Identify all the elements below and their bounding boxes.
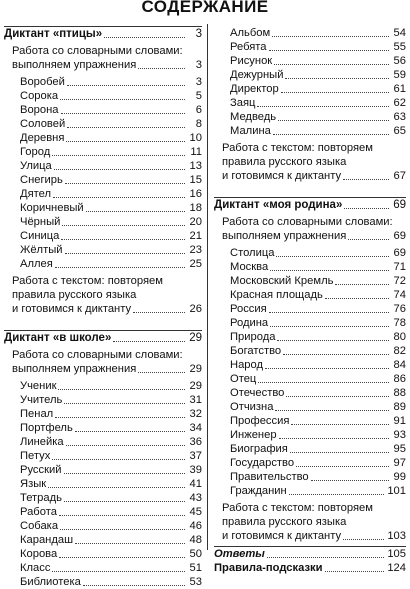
toc-word-page: 61: [393, 83, 406, 95]
toc-word-label: Профессия: [230, 415, 290, 427]
toc-word-entry[interactable]: [4, 131, 202, 145]
toc-entry-work[interactable]: выполняем упражнения 3: [12, 59, 202, 71]
toc-word-label: Корова: [20, 548, 58, 560]
toc-word-page: 34: [189, 422, 202, 434]
toc-word-label: Малина: [230, 125, 271, 137]
toc-word-page: 8: [195, 118, 202, 130]
toc-word-entry[interactable]: [4, 533, 202, 547]
toc-word-entry[interactable]: [4, 463, 202, 477]
toc-word-page: 101: [387, 485, 406, 497]
toc-word-entry[interactable]: [4, 243, 202, 257]
toc-word-page: 97: [393, 457, 406, 469]
toc-word-entry[interactable]: [4, 561, 202, 575]
toc-word-page: 54: [393, 27, 406, 39]
toc-word-label: Директор: [230, 83, 279, 95]
toc-entry-text-line2: правила русского языка: [222, 516, 347, 528]
toc-entry-work[interactable]: выполняем упражнения 69: [222, 230, 406, 242]
toc-word-label: Россия: [230, 303, 267, 315]
toc-word-label: Ученик: [20, 380, 57, 392]
toc-word-label: Заяц: [230, 97, 256, 109]
toc-word-page: 37: [189, 450, 202, 462]
toc-word-page: 89: [393, 401, 406, 413]
toc-word-label: Отец: [230, 373, 257, 385]
toc-word-page: 6: [195, 104, 202, 116]
toc-word-entry[interactable]: [214, 246, 406, 260]
toc-word-label: Биография: [230, 443, 288, 455]
toc-word-label: Язык: [20, 478, 47, 490]
toc-word-page: 50: [189, 548, 202, 560]
toc-word-entry[interactable]: [4, 201, 202, 215]
toc-word-label: Класс: [20, 562, 51, 574]
toc-word-label: Красная площадь: [230, 289, 323, 301]
toc-left-column: [4, 26, 202, 588]
toc-word-label: Библиотека: [20, 576, 81, 588]
toc-word-entry[interactable]: [214, 110, 406, 124]
toc-word-label: Отчизна: [230, 401, 274, 413]
toc-word-entry[interactable]: [4, 257, 202, 271]
toc-word-label: Альбом: [230, 27, 271, 39]
toc-word-entry[interactable]: [214, 82, 406, 96]
toc-word-page: 78: [393, 317, 406, 329]
toc-word-page: 59: [393, 69, 406, 81]
toc-word-entry[interactable]: [214, 456, 406, 470]
toc-word-entry[interactable]: [4, 75, 202, 89]
toc-word-label: Сорока: [20, 90, 59, 102]
toc-word-page: 56: [393, 55, 406, 67]
toc-word-entry[interactable]: [214, 316, 406, 330]
toc-word-page: 18: [189, 202, 202, 214]
toc-entry-text-line1: Работа с текстом: повторяем: [12, 275, 163, 287]
toc-word-entry[interactable]: [214, 372, 406, 386]
toc-word-page: 36: [189, 436, 202, 448]
toc-word-entry[interactable]: [214, 428, 406, 442]
toc-word-label: Деревня: [20, 132, 65, 144]
toc-word-label: Родина: [230, 317, 269, 329]
toc-entry-text[interactable]: и готовимся к диктанту 26: [12, 303, 202, 315]
toc-word-entry[interactable]: [4, 215, 202, 229]
toc-word-page: 5: [195, 90, 202, 102]
toc-word-entry[interactable]: [4, 505, 202, 519]
toc-word-page: 39: [189, 464, 202, 476]
toc-word-entry[interactable]: [4, 519, 202, 533]
toc-word-label: Снегирь: [20, 174, 63, 186]
toc-word-page: 51: [189, 562, 202, 574]
toc-word-page: 10: [189, 132, 202, 144]
toc-word-label: Отечество: [230, 387, 285, 399]
toc-word-page: 72: [393, 275, 406, 287]
toc-word-entry[interactable]: [214, 288, 406, 302]
toc-word-entry[interactable]: [214, 302, 406, 316]
toc-word-label: Карандаш: [20, 534, 74, 546]
toc-word-label: Линейка: [20, 436, 64, 448]
toc-word-page: 21: [189, 230, 202, 242]
toc-word-entry[interactable]: [4, 103, 202, 117]
toc-word-page: 45: [189, 506, 202, 518]
toc-right-column: [214, 26, 406, 574]
toc-word-page: 55: [393, 41, 406, 53]
toc-word-page: 95: [393, 443, 406, 455]
toc-word-entry[interactable]: [4, 117, 202, 131]
toc-word-page: 69: [393, 247, 406, 259]
toc-word-list: [4, 75, 202, 271]
toc-word-entry[interactable]: [4, 159, 202, 173]
toc-word-label: Гражданин: [230, 485, 287, 497]
toc-word-entry[interactable]: [4, 89, 202, 103]
toc-entry-text-line2: правила русского языка: [12, 289, 137, 301]
toc-word-label: Богатство: [230, 345, 282, 357]
toc-word-entry[interactable]: [4, 145, 202, 159]
toc-word-entry[interactable]: [4, 449, 202, 463]
toc-word-label: Московский Кремль: [230, 275, 334, 287]
toc-word-label: Народ: [230, 359, 264, 371]
toc-word-entry[interactable]: [214, 26, 406, 40]
toc-word-label: Воробей: [20, 76, 65, 88]
toc-word-entry[interactable]: [214, 68, 406, 82]
toc-word-page: 53: [189, 576, 202, 588]
toc-word-entry[interactable]: [4, 421, 202, 435]
toc-word-page: 46: [189, 520, 202, 532]
toc-entry-answers[interactable]: Ответы 105: [214, 548, 406, 560]
toc-word-entry[interactable]: [214, 386, 406, 400]
toc-word-label: Дятел: [20, 188, 52, 200]
toc-word-page: 74: [393, 289, 406, 301]
toc-word-list: [214, 26, 406, 138]
toc-word-label: Государство: [230, 457, 295, 469]
toc-word-label: Учитель: [20, 394, 63, 406]
toc-word-label: Коричневый: [20, 202, 84, 214]
toc-word-page: 20: [189, 216, 202, 228]
toc-word-page: 86: [393, 373, 406, 385]
toc-word-entry[interactable]: [214, 124, 406, 138]
toc-word-label: Москва: [230, 261, 269, 273]
toc-word-entry[interactable]: [214, 54, 406, 68]
page-title: СОДЕРЖАНИЕ: [141, 0, 269, 16]
toc-word-label: Инженер: [230, 429, 277, 441]
toc-word-label: Природа: [230, 331, 276, 343]
toc-word-entry[interactable]: [214, 260, 406, 274]
toc-word-entry[interactable]: [4, 477, 202, 491]
toc-word-page: 16: [189, 188, 202, 200]
toc-word-label: Аллея: [20, 258, 53, 270]
toc-word-page: 41: [189, 478, 202, 490]
toc-entry-text[interactable]: и готовимся к диктанту 67: [222, 170, 406, 182]
toc-word-page: 32: [189, 408, 202, 420]
toc-word-label: Дежурный: [230, 69, 284, 81]
toc-section-motherland[interactable]: Диктант «моя родина» 69: [214, 199, 406, 211]
toc-word-page: 23: [189, 244, 202, 256]
toc-word-page: 13: [189, 160, 202, 172]
toc-word-page: 65: [393, 125, 406, 137]
toc-entry-work[interactable]: выполняем упражнения 29: [12, 363, 202, 375]
toc-word-entry[interactable]: [214, 484, 406, 498]
toc-word-label: Работа: [20, 506, 57, 518]
toc-section-school[interactable]: Диктант «в школе» 29: [4, 332, 202, 344]
toc-word-label: Улица: [20, 160, 52, 172]
toc-word-page: 99: [393, 471, 406, 483]
toc-entry-work-line1: Работа со словарными словами:: [222, 216, 393, 228]
toc-entry-text-line2: правила русского языка: [222, 156, 347, 168]
toc-word-label: Русский: [20, 464, 62, 476]
toc-word-page: 25: [189, 258, 202, 270]
toc-word-label: Петух: [20, 450, 51, 462]
toc-word-label: Ребята: [230, 41, 267, 53]
toc-word-entry[interactable]: [214, 40, 406, 54]
toc-word-page: 76: [393, 303, 406, 315]
toc-entry-rules[interactable]: Правила-подсказки 124: [214, 562, 406, 574]
toc-word-entry[interactable]: [4, 187, 202, 201]
toc-word-label: Город: [20, 146, 51, 158]
toc-word-entry[interactable]: [4, 173, 202, 187]
toc-word-entry[interactable]: [4, 547, 202, 561]
toc-entry-text-line1: Работа с текстом: повторяем: [222, 142, 373, 154]
toc-word-page: 43: [189, 492, 202, 504]
toc-word-page: 11: [190, 146, 202, 158]
toc-word-label: Столица: [230, 247, 275, 259]
toc-word-page: 88: [393, 387, 406, 399]
toc-word-entry[interactable]: [4, 435, 202, 449]
toc-word-list: [4, 379, 202, 589]
toc-word-list: [214, 246, 406, 498]
column-divider: [207, 24, 208, 550]
toc-word-entry[interactable]: [214, 414, 406, 428]
toc-word-page: 15: [189, 174, 202, 186]
toc-entry-work-line1: Работа со словарными словами:: [12, 45, 183, 57]
toc-word-entry[interactable]: [214, 96, 406, 110]
toc-word-page: 84: [393, 359, 406, 371]
toc-word-page: 91: [393, 415, 406, 427]
toc-word-entry[interactable]: [4, 379, 202, 393]
toc-word-entry[interactable]: [214, 344, 406, 358]
toc-entry-work-line1: Работа со словарными словами:: [12, 349, 183, 361]
toc-word-entry[interactable]: [214, 358, 406, 372]
toc-word-entry[interactable]: [214, 442, 406, 456]
toc-word-page: 29: [189, 380, 202, 392]
toc-word-label: Тетрадь: [20, 492, 62, 504]
toc-word-page: 62: [393, 97, 406, 109]
toc-word-label: Портфель: [20, 422, 73, 434]
toc-entry-text[interactable]: и готовимся к диктанту 103: [222, 530, 406, 542]
toc-word-page: 31: [189, 394, 202, 406]
toc-word-label: Синица: [20, 230, 60, 242]
toc-word-entry[interactable]: [4, 393, 202, 407]
toc-word-page: 71: [393, 261, 406, 273]
toc-word-label: Жёлтый: [20, 244, 63, 256]
toc-word-page: 82: [393, 345, 406, 357]
toc-word-page: 93: [393, 429, 406, 441]
toc-word-page: 80: [393, 331, 406, 343]
toc-word-page: 48: [189, 534, 202, 546]
toc-word-entry[interactable]: [4, 575, 202, 589]
toc-word-page: 63: [393, 111, 406, 123]
toc-word-entry[interactable]: [214, 274, 406, 288]
toc-word-label: Рисунок: [230, 55, 273, 67]
toc-word-entry[interactable]: [214, 470, 406, 484]
toc-word-label: Чёрный: [20, 216, 61, 228]
toc-word-entry[interactable]: [4, 407, 202, 421]
toc-word-label: Медведь: [230, 111, 277, 123]
toc-word-entry[interactable]: [4, 229, 202, 243]
toc-word-label: Собака: [20, 520, 59, 532]
toc-word-label: Правительство: [230, 471, 309, 483]
toc-section-birds[interactable]: Диктант «птицы» 3: [4, 28, 202, 40]
toc-word-entry[interactable]: [214, 330, 406, 344]
toc-word-entry[interactable]: [4, 491, 202, 505]
toc-word-entry[interactable]: [214, 400, 406, 414]
toc-word-label: Соловей: [20, 118, 66, 130]
toc-word-label: Ворона: [20, 104, 59, 116]
toc-entry-text-line1: Работа с текстом: повторяем: [222, 502, 373, 514]
toc-word-page: 3: [195, 76, 202, 88]
toc-word-label: Пенал: [20, 408, 54, 420]
